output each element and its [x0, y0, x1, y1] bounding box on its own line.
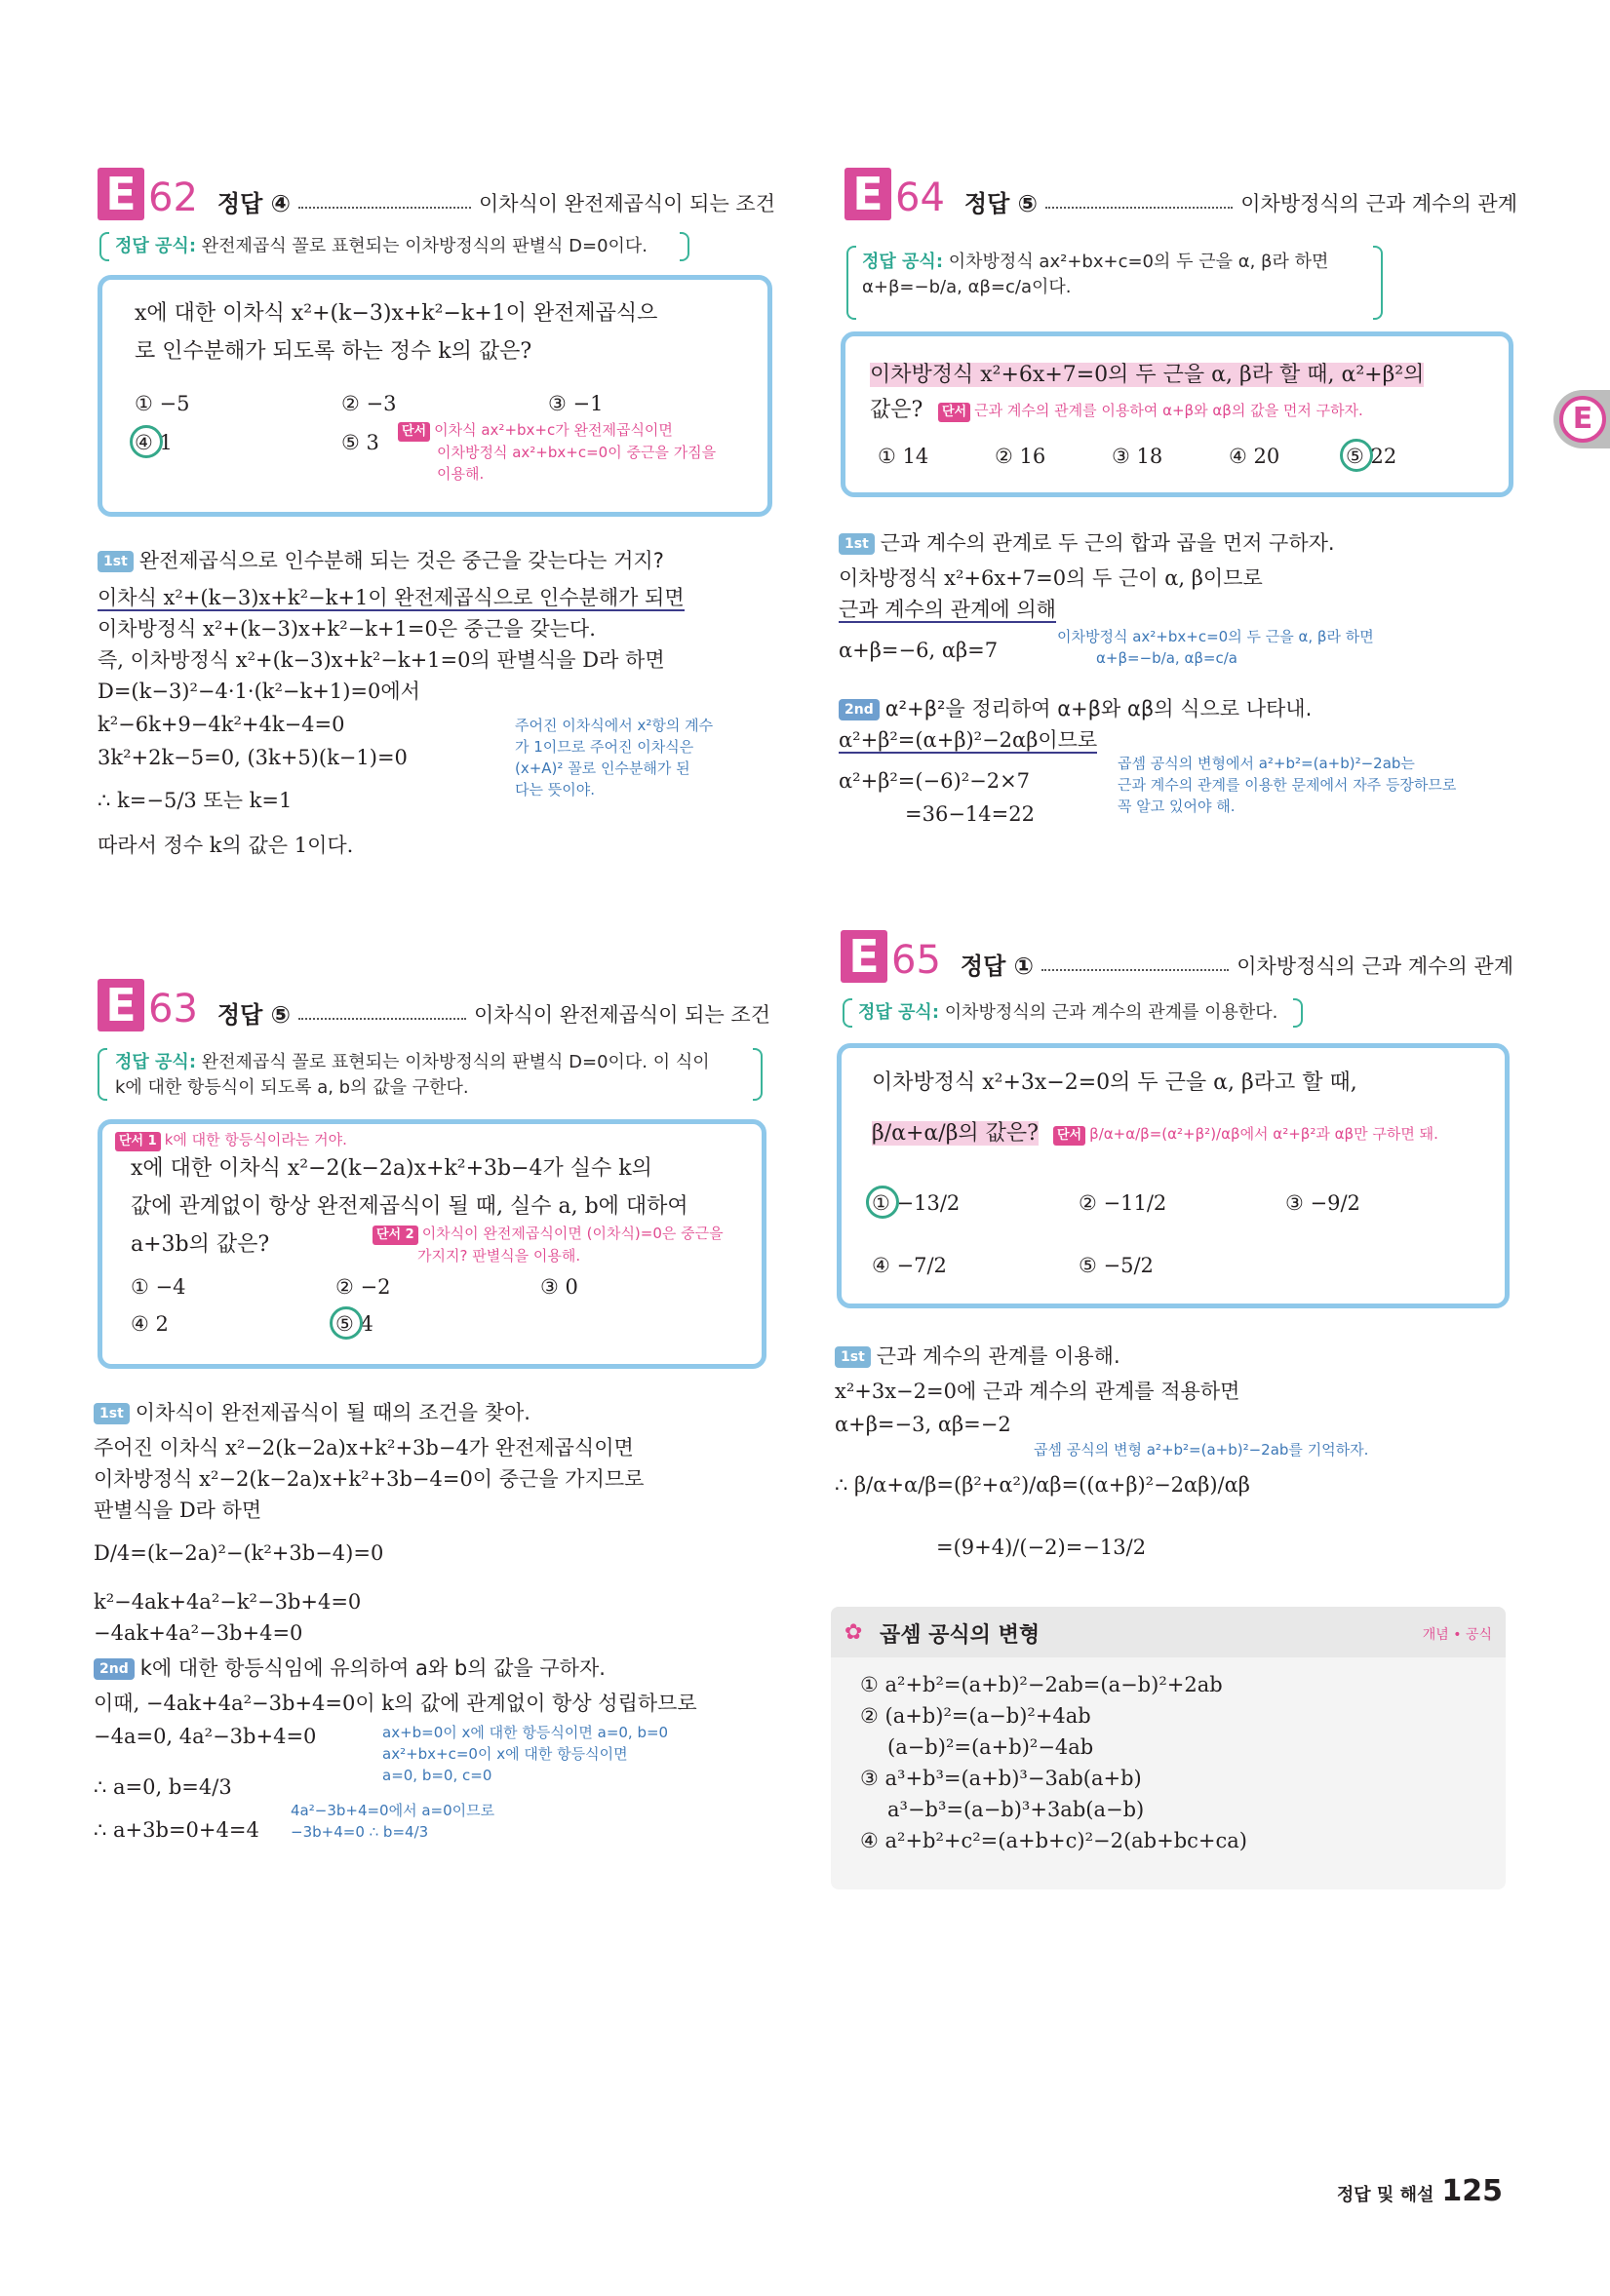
chapter-letter: E: [1559, 396, 1606, 443]
formula-note: [115, 234, 648, 259]
solution-line: 3k²+2k−5=0, (3k+5)(k−1)=0: [98, 746, 408, 769]
formula-bracket-right: [753, 1048, 763, 1101]
correct-answer-circle: [330, 1306, 363, 1340]
solution-line: α²+β²=(−6)²−2×7: [839, 769, 1031, 793]
solution-line: 판별식을 D라 하면: [94, 1498, 262, 1522]
problem-number: 63: [148, 987, 198, 1031]
side-note: ax+b=0이 x에 대한 항등식이면 a=0, b=0 ax²+bx+c=0이 x에 대한 항등식이면 a=0, b=0, c=0: [382, 1724, 669, 1784]
choice-4[interactable]: ④ 1: [135, 431, 173, 454]
section-65-header: [841, 926, 1513, 983]
solution-line: 즉, 이차방정식 x²+(k−3)x+k²−k+1=0의 판별식을 D라 하면: [98, 648, 665, 672]
solution-line: 이차방정식 x²+6x+7=0의 두 근이 α, β이므로: [839, 566, 1263, 590]
solution-line: 이차방정식 x²+(k−3)x+k²−k+1=0은 중근을 갖는다.: [98, 617, 596, 641]
problem-number: 64: [895, 175, 945, 220]
hint-note: 단서 근과 계수의 관계를 이용하여 α+β와 αβ의 값을 먼저 구하자.: [938, 400, 1363, 422]
choice-5[interactable]: ⑤ −5/2: [1079, 1254, 1154, 1277]
choice-5[interactable]: ⑤ 3: [341, 431, 379, 454]
side-note: 이차방정식 ax²+bx+c=0의 두 근을 α, β라 하면 α+β=−b/a, αβ=c/a: [1057, 628, 1374, 667]
choice-4[interactable]: ④ 2: [131, 1312, 169, 1336]
solution-line: D/4=(k−2a)²−(k²+3b−4)=0: [94, 1541, 384, 1565]
formula-bracket-right: [1373, 246, 1383, 320]
formula-reference-title: 곱셈 공식의 변형: [880, 1623, 1041, 1648]
formula-label: 정답 공식:: [115, 1052, 197, 1072]
page-footer: [1337, 2174, 1503, 2208]
solution-line: ∴ β/α+α/β=(β²+α²)/αβ=((α+β)²−2αβ)/αβ: [835, 1473, 1250, 1497]
step-1: 1st 근과 계수의 관계를 이용해.: [835, 1342, 1120, 1371]
choice-5[interactable]: ⑤ 4: [335, 1312, 373, 1336]
step-2: 2nd k에 대한 항등식임에 유의하여 a와 b의 값을 구하자.: [94, 1654, 606, 1683]
topic-title: 이차식이 완전제곱식이 되는 조건: [473, 1003, 770, 1027]
correct-answer-circle: [1340, 439, 1373, 472]
problem-text-line3: a+3b의 값은?: [131, 1232, 270, 1257]
step-1: 1st 이차식이 완전제곱식이 될 때의 조건을 찾아.: [94, 1398, 530, 1427]
choice-1[interactable]: ① −13/2: [872, 1191, 961, 1215]
solution-line: 근과 계수의 관계에 의해: [839, 598, 1056, 621]
formula-label: 정답 공식:: [115, 236, 197, 256]
side-note: 4a²−3b+4=0에서 a=0이므로 −3b+4=0 ∴ b=4/3: [291, 1802, 495, 1841]
topic-title: 이차방정식의 근과 계수의 관계: [1240, 192, 1517, 215]
problem-text-line2: 로 인수분해가 되도록 하는 정수 k의 값은?: [135, 339, 532, 364]
formula-label: 정답 공식:: [862, 252, 944, 272]
section-badge: E: [841, 930, 887, 983]
problem-text-line1: x에 대한 이차식 x²+(k−3)x+k²−k+1이 완전제곱식으: [135, 301, 658, 326]
section-62-header: [98, 164, 775, 220]
solution-line: α+β=−6, αβ=7: [839, 639, 999, 662]
step-2: 2nd α²+β²을 정리하여 α+β와 αβ의 식으로 나타내.: [839, 694, 1312, 723]
choice-3[interactable]: ③ −1: [548, 392, 604, 415]
step-1: 1st 완전제곱식으로 인수분해 되는 것은 중근을 갖는다는 거지?: [98, 546, 664, 575]
choice-3[interactable]: ③ 18: [1112, 445, 1163, 468]
solution-line: 이차방정식 x²−2(k−2a)x+k²+3b−4=0이 중근을 가지므로: [94, 1467, 645, 1491]
formula-line: ③ a³+b³=(a+b)³−3ab(a+b): [860, 1767, 1142, 1790]
correct-answer-circle: [130, 425, 163, 458]
hint-note: 단서 β/α+α/β=(α²+β²)/αβ에서 α²+β²과 αβ만 구하면 돼.: [1053, 1123, 1438, 1146]
formula-bracket-left: [98, 1048, 107, 1101]
topic-title: 이차방정식의 근과 계수의 관계: [1237, 954, 1513, 978]
formula-line: ② (a+b)²=(a−b)²+4ab: [860, 1704, 1091, 1728]
formula-bracket-left: [99, 232, 109, 261]
problem-text-line1: x에 대한 이차식 x²−2(k−2a)x+k²+3b−4가 실수 k의: [131, 1156, 652, 1181]
step-1: 1st 근과 계수의 관계로 두 근의 합과 곱을 먼저 구하자.: [839, 528, 1335, 558]
answer-value: ⑤: [1017, 190, 1038, 217]
hint-note: 단서 이차식 ax²+bx+c가 완전제곱식이면 이차방정식 ax²+bx+c=0이 중근을 가짐을 이용해.: [398, 419, 716, 485]
formula-reference-box: [831, 1607, 1506, 1889]
correct-answer-circle: [866, 1186, 899, 1219]
section-badge: E: [98, 979, 144, 1031]
choice-2[interactable]: ② −3: [341, 392, 397, 415]
answer-value: ⑤: [270, 1001, 291, 1029]
formula-line: a³−b³=(a−b)³+3ab(a−b): [887, 1798, 1145, 1821]
problem-number: 65: [891, 938, 941, 983]
solution-line: =36−14=22: [905, 802, 1035, 826]
side-note: 곱셈 공식의 변형 a²+b²=(a+b)²−2ab를 기억하자.: [1034, 1441, 1369, 1459]
solution-line: ∴ k=−5/3 또는 k=1: [98, 789, 293, 812]
section-badge: E: [98, 168, 144, 220]
chapter-tab: [1553, 390, 1610, 448]
conclusion-line: 따라서 정수 k의 값은 1이다.: [98, 834, 354, 857]
solution-line: 이때, −4ak+4a²−3b+4=0이 k의 값에 관계없이 항상 성립하므로: [94, 1692, 697, 1715]
answer-value: ④: [270, 190, 291, 217]
side-note: 주어진 이차식에서 x²항의 계수 가 1이므로 주어진 이차식은 (x+A)² 꼴로 인수분해가 된 다는 뜻이야.: [515, 717, 714, 798]
formula-bracket-right: [680, 232, 689, 261]
leader-dots: [298, 1018, 466, 1020]
solution-line: α²+β²=(α+β)²−2αβ이므로: [839, 728, 1098, 752]
formula-line: (a−b)²=(a+b)²−4ab: [887, 1735, 1094, 1759]
formula-bracket-left: [843, 998, 852, 1028]
choice-1[interactable]: ① −5: [135, 392, 190, 415]
solution-line: 이차식 x²+(k−3)x+k²−k+1이 완전제곱식으로 인수분해가 되면: [98, 586, 685, 609]
section-badge: E: [844, 168, 891, 220]
solution-line: −4a=0, 4a²−3b+4=0: [94, 1725, 317, 1748]
solution-line: −4ak+4a²−3b+4=0: [94, 1621, 303, 1645]
formula-note: 정답 공식: 이차방정식 ax²+bx+c=0의 두 근을 α, β라 하면 α+β=−b/a, αβ=c/a이다.: [862, 252, 1329, 297]
formula-label: 정답 공식:: [858, 1002, 940, 1023]
problem-text-line1: 이차방정식 x²+3x−2=0의 두 근을 α, β라고 할 때,: [872, 1070, 1357, 1095]
section-64-header: [844, 164, 1517, 220]
problem-text-line2: 값은?: [870, 398, 923, 422]
flower-icon: ✿: [844, 1620, 863, 1645]
topic-title: 이차식이 완전제곱식이 되는 조건: [478, 192, 775, 215]
hint-badge: 단서: [398, 422, 430, 442]
concept-tag: 개념 • 공식: [1422, 1627, 1492, 1643]
choice-4[interactable]: ④ −7/2: [872, 1254, 947, 1277]
answer-label: 정답: [216, 1001, 263, 1029]
problem-text-line2: β/α+α/β의 값은?: [872, 1121, 1039, 1146]
footer-label: 정답 및 해설: [1336, 2185, 1434, 2205]
formula-line: ① a²+b²=(a+b)²−2ab=(a−b)²+2ab: [860, 1673, 1223, 1696]
solution-line: x²+3x−2=0에 근과 계수의 관계를 적용하면: [835, 1380, 1240, 1403]
answer-label: 정답: [216, 190, 263, 217]
hint-note: 단서 1 k에 대한 항등식이라는 거야.: [115, 1129, 347, 1151]
choice-2[interactable]: ② 16: [995, 445, 1046, 468]
formula-line: ④ a²+b²+c²=(a+b+c)²−2(ab+bc+ca): [860, 1829, 1247, 1852]
choice-2[interactable]: ② −11/2: [1079, 1191, 1167, 1215]
choice-3[interactable]: ③ −9/2: [1285, 1191, 1360, 1215]
solution-line: =(9+4)/(−2)=−13/2: [936, 1536, 1147, 1559]
hint-note: 단서 2 이차식이 완전제곱식이면 (이차식)=0은 중근을 가지지? 판별식을 이용해.: [373, 1223, 724, 1266]
side-note: 곱셈 공식의 변형에서 a²+b²=(a+b)²−2ab는 근과 계수의 관계를 이용한 문제에서 자주 등장하므로 꼭 알고 있어야 해.: [1118, 755, 1457, 815]
leader-dots: [298, 207, 471, 209]
section-63-header: [98, 975, 770, 1031]
leader-dots: [1041, 969, 1229, 971]
formula-bracket-left: [846, 246, 856, 320]
problem-text-line2: 값에 관계없이 항상 완전제곱식이 될 때, 실수 a, b에 대하여: [131, 1194, 688, 1219]
problem-number: 62: [148, 175, 198, 220]
solution-line: ∴ a+3b=0+4=4: [94, 1818, 259, 1842]
choice-2[interactable]: ② −2: [335, 1275, 391, 1299]
leader-dots: [1045, 207, 1233, 209]
choice-1[interactable]: ① −4: [131, 1275, 186, 1299]
solution-line: α+β=−3, αβ=−2: [835, 1413, 1011, 1436]
formula-bracket-right: [1293, 998, 1303, 1028]
formula-reference-header: [831, 1607, 1506, 1657]
answer-label: 정답: [960, 953, 1006, 980]
solution-line: ∴ a=0, b=4/3: [94, 1775, 232, 1799]
solution-line: D=(k−3)²−4·1·(k²−k+1)=0에서: [98, 680, 420, 703]
formula-text: 완전제곱식 꼴로 표현되는 이차방정식의 판별식 D=0이다.: [201, 236, 648, 256]
solution-line: 주어진 이차식 x²−2(k−2a)x+k²+3b−4가 완전제곱식이면: [94, 1436, 634, 1459]
answer-label: 정답: [963, 190, 1010, 217]
page-number: 125: [1441, 2174, 1503, 2208]
solution-line: k²−6k+9−4k²+4k−4=0: [98, 713, 345, 736]
solution-line: k²−4ak+4a²−k²−3b+4=0: [94, 1590, 362, 1614]
choice-4[interactable]: ④ 20: [1229, 445, 1280, 468]
formula-note: 정답 공식: 완전제곱식 꼴로 표현되는 이차방정식의 판별식 D=0이다. 이 식이 k에 대한 항등식이 되도록 a, b의 값을 구한다.: [115, 1052, 710, 1098]
problem-text-line1: 이차방정식 x²+6x+7=0의 두 근을 α, β라 할 때, α²+β²의: [870, 363, 1425, 387]
choice-3[interactable]: ③ 0: [540, 1275, 578, 1299]
choice-5[interactable]: ⑤ 22: [1346, 445, 1397, 468]
answer-value: ①: [1013, 953, 1034, 980]
formula-note: 정답 공식: 이차방정식의 근과 계수의 관계를 이용한다.: [858, 1002, 1278, 1023]
choice-1[interactable]: ① 14: [878, 445, 929, 468]
